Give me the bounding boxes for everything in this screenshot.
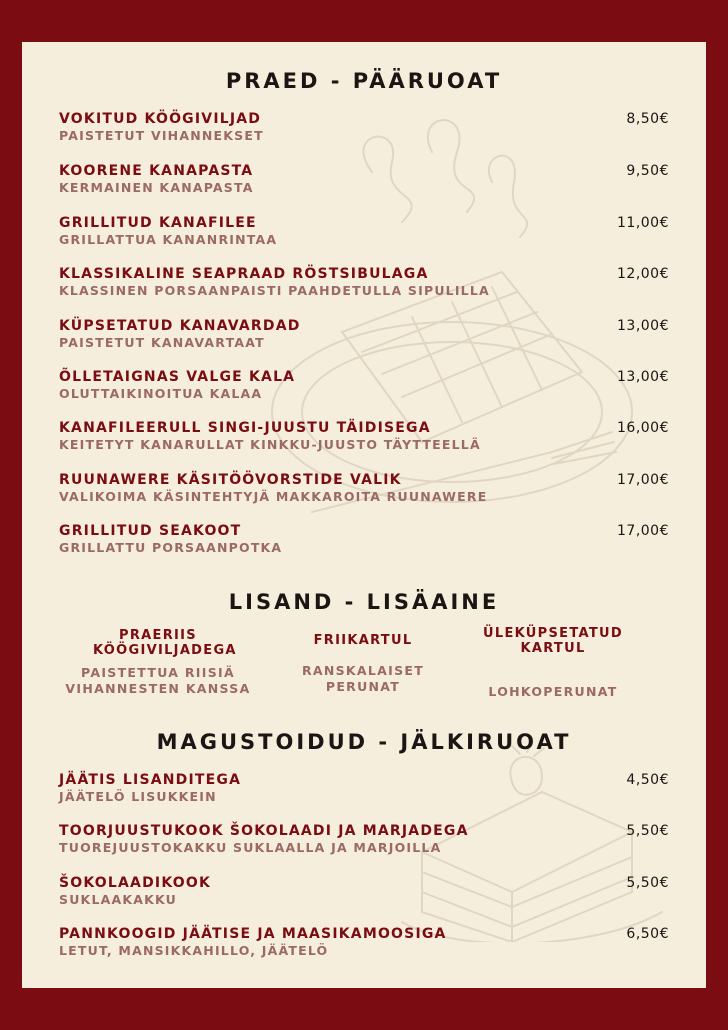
item-price: 13,00€ (617, 369, 669, 385)
item-price: 5,50€ (626, 875, 669, 891)
item-price: 6,50€ (626, 926, 669, 942)
side-name: PRAERIIS KÖÖGIVILJADEGA (93, 628, 237, 658)
side-name: FRIIKARTUL (313, 633, 413, 648)
menu-item (59, 419, 669, 453)
item-name: KOORENE KANAPASTA (59, 163, 254, 179)
item-price: 11,00€ (617, 215, 669, 231)
item-description: TUOREJUUSTOKAKKU SUKLAALLA JA MARJOILLA (59, 840, 442, 855)
item-description: KEITETYT KANARULLAT KINKKU-JUUSTO TÄYTTEELLÄ (59, 437, 481, 452)
item-price: 5,50€ (626, 823, 669, 839)
item-description: JÄÄTELÖ LISUKKEIN (59, 789, 217, 804)
side-description: LOHKOPERUNAT (488, 684, 618, 699)
item-description: KERMAINEN KANAPASTA (59, 180, 254, 195)
menu-page (22, 42, 706, 988)
menu-item (59, 368, 669, 402)
item-name: TOORJUUSTUKOOK ŠOKOLAADI JA MARJADEGA (59, 823, 469, 839)
menu-item (59, 265, 669, 299)
item-description: GRILLATTUA KANANRINTAA (59, 232, 278, 247)
menu-item (59, 214, 669, 248)
side-description: PAISTETTUA RIISIÄ VIHANNESTEN KANSSA (65, 665, 251, 696)
side-item (258, 633, 468, 695)
item-name: KLASSIKALINE SEAPRAAD RÖSTSIBULAGA (59, 266, 429, 282)
item-description: GRILLATTU PORSAANPOTKA (59, 540, 283, 555)
menu-item (59, 522, 669, 556)
desserts-heading: MAGUSTOIDUD - JÄLKIRUOAT (156, 730, 572, 754)
item-description: PAISTETUT KANAVARTAAT (59, 335, 265, 350)
item-name: JÄÄTIS LISANDITEGA (59, 772, 242, 788)
menu-item (59, 822, 669, 856)
side-name: ÜLEKÜPSETATUD KARTUL (483, 626, 623, 656)
item-name: PANNKOOGID JÄÄTISE JA MAASIKAMOOSIGA (59, 926, 447, 942)
item-description: OLUTTAIKINOITUA KALAA (59, 386, 263, 401)
item-name: RUUNAWERE KÄSITÖÖVORSTIDE VALIK (59, 472, 402, 488)
item-name: VOKITUD KÖÖGIVILJAD (59, 111, 262, 127)
item-name: ŠOKOLAADIKOOK (59, 875, 211, 891)
menu-item (59, 317, 669, 351)
menu-item (59, 471, 669, 505)
item-price: 9,50€ (626, 163, 669, 179)
item-name: GRILLITUD SEAKOOT (59, 523, 242, 539)
item-description: VALIKOIMA KÄSINTEHTYJÄ MAKKAROITA RUUNAWERE (59, 489, 488, 504)
side-item (448, 626, 658, 700)
item-description: LETUT, MANSIKKAHILLO, JÄÄTELÖ (59, 943, 329, 958)
item-description: PAISTETUT VIHANNEKSET (59, 128, 264, 143)
main-courses-heading: PRAED - PÄÄRUOAT (225, 69, 503, 93)
menu-item (59, 874, 669, 908)
item-price: 12,00€ (617, 266, 669, 282)
menu-item (59, 925, 669, 959)
item-name: ÕLLETAIGNAS VALGE KALA (59, 369, 296, 385)
item-name: GRILLITUD KANAFILEE (59, 215, 257, 231)
sides-heading: LISAND - LISÄAINE (228, 590, 500, 614)
side-description: RANSKALAISET PERUNAT (301, 663, 425, 694)
side-item (53, 628, 263, 697)
menu-item (59, 162, 669, 196)
item-price: 13,00€ (617, 318, 669, 334)
item-price: 8,50€ (626, 111, 669, 127)
menu-item (59, 110, 669, 144)
item-description: SUKLAAKAKKU (59, 892, 178, 907)
item-price: 16,00€ (617, 420, 669, 436)
item-description: KLASSINEN PORSAANPAISTI PAAHDETULLA SIPULILLA (59, 283, 490, 298)
item-name: KÜPSETATUD KANAVARDAD (59, 318, 301, 334)
item-price: 17,00€ (617, 523, 669, 539)
menu-item (59, 771, 669, 805)
item-name: KANAFILEERULL SINGI-JUUSTU TÄIDISEGA (59, 420, 431, 436)
item-price: 17,00€ (617, 472, 669, 488)
item-price: 4,50€ (626, 772, 669, 788)
